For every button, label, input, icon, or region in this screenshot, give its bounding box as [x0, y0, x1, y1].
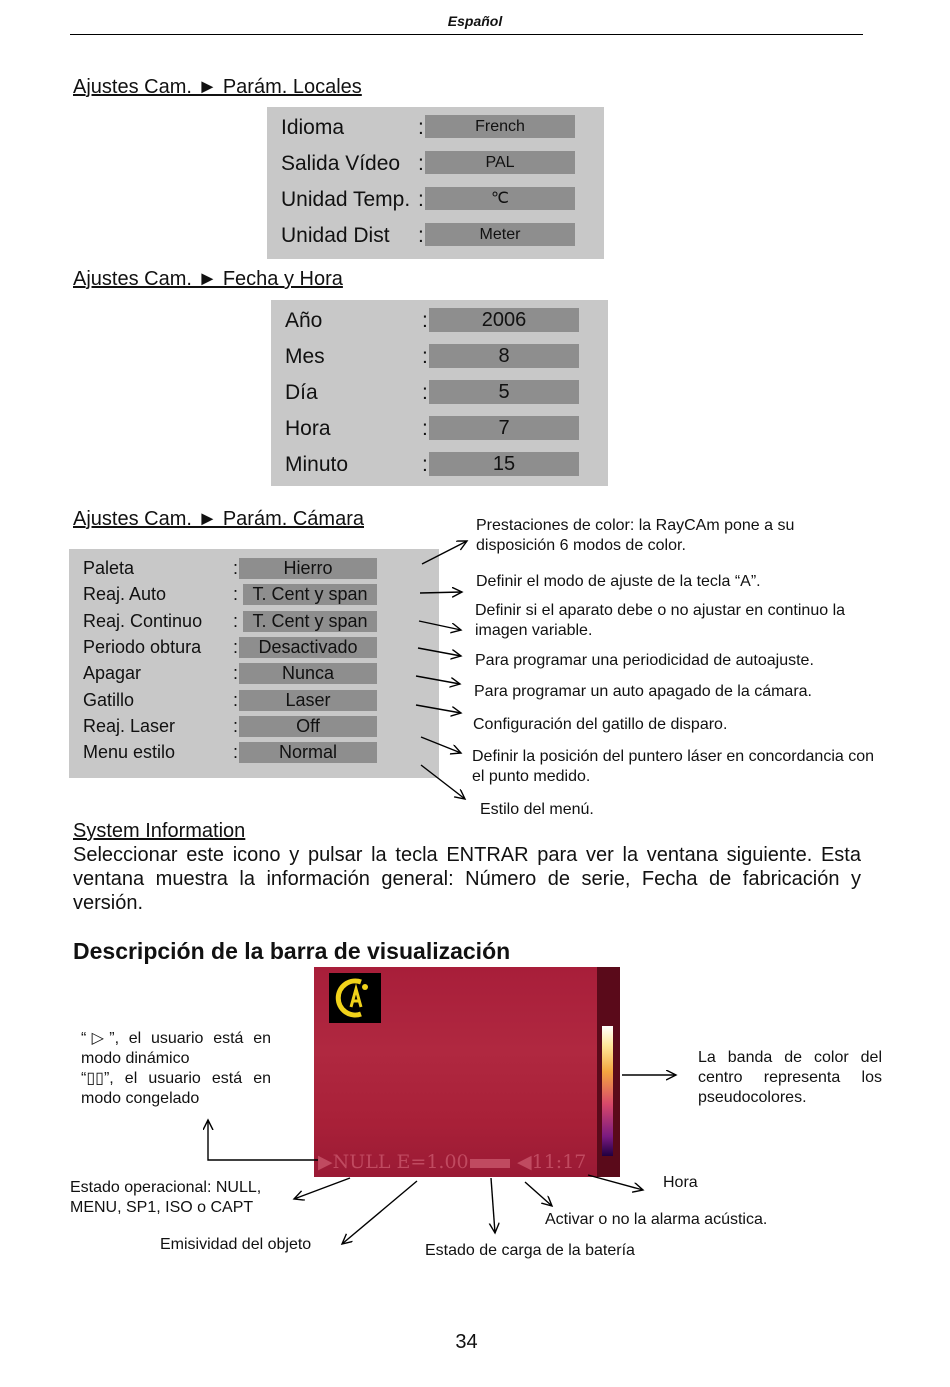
camera-label-reaj-auto: Reaj. Auto — [83, 584, 167, 604]
locale-value-idioma: French — [425, 115, 575, 138]
colon: : — [233, 584, 239, 604]
camera-label-menu-estilo: Menu estilo — [83, 742, 176, 762]
note-periodo: Para programar una periodicidad de autoajuste. — [475, 652, 814, 669]
note-reaj-auto: Definir el modo de ajuste de la tecla “A”. — [476, 573, 761, 590]
arrow-apagar — [416, 676, 460, 684]
datetime-value-day: 5 — [429, 380, 579, 404]
locale-label-temp: Unidad Temp. — [281, 188, 411, 211]
mode-frozen-caption: “▯▯”, el usuario está en modo congelado — [81, 1070, 271, 1107]
status-operational-text: ▶NULL E=1.00 — [318, 1151, 469, 1173]
camera-label-apagar: Apagar — [83, 663, 142, 683]
datetime-label-month: Mes — [285, 345, 325, 368]
colon: : — [233, 742, 239, 762]
colon: : — [233, 611, 239, 631]
camera-value-periodo: Desactivado — [239, 637, 377, 658]
note-reaj-laser: Definir la posición del puntero láser en concordancia con el punto medido. — [472, 748, 875, 785]
arrow-reaj-continuo — [419, 621, 461, 630]
datetime-value-month: 8 — [429, 344, 579, 368]
system-section-title: System Information — [73, 820, 246, 842]
arrow-reaj-auto — [420, 592, 462, 593]
colon: : — [418, 224, 424, 247]
camera-label-reaj-laser: Reaj. Laser — [83, 716, 176, 736]
system-description: Seleccionar este icono y pulsar la tecla ENTRAR para ver la ventana siguiente. Esta ventana muestra la información general: Número de serie, Fecha de fabricación y versión. — [73, 844, 861, 914]
colon: : — [422, 309, 428, 332]
arrow-menu-estilo — [421, 765, 465, 799]
locale-value-video: PAL — [425, 151, 575, 174]
colon: : — [422, 453, 428, 476]
camera-section-title: Ajustes Cam. ► Parám. Cámara — [73, 508, 364, 530]
camera-value-reaj-auto: T. Cent y span — [243, 584, 377, 605]
datetime-label-day: Día — [285, 381, 318, 404]
arrow-paleta — [422, 541, 467, 564]
camera-label-gatillo: Gatillo — [83, 690, 135, 710]
arrow-periodo — [418, 648, 461, 656]
arrow-reaj-laser — [421, 737, 461, 753]
mode-dynamic-caption: “▷”, el usuario está en modo dinámico — [81, 1030, 271, 1067]
colon: : — [418, 188, 424, 211]
datetime-value-minute: 15 — [429, 452, 579, 476]
camera-label-periodo: Periodo obtura — [83, 637, 202, 657]
camera-value-reaj-continuo: T. Cent y span — [243, 611, 377, 632]
locale-value-dist: Meter — [425, 223, 575, 246]
hour-caption: Hora — [663, 1174, 698, 1191]
colon: : — [418, 116, 424, 139]
arrow-battery — [491, 1178, 495, 1233]
datetime-label-minute: Minuto — [285, 453, 349, 476]
camera-label-paleta: Paleta — [83, 558, 135, 578]
locale-section-title: Ajustes Cam. ► Parám. Locales — [73, 76, 362, 98]
camera-value-paleta: Hierro — [239, 558, 377, 579]
locale-value-temp: ℃ — [425, 187, 575, 210]
locale-label-video: Salida Vídeo — [281, 152, 401, 175]
datetime-value-year: 2006 — [429, 308, 579, 332]
page-header-language: Español — [447, 13, 503, 29]
datetime-label-hour: Hora — [285, 417, 331, 440]
battery-caption: Estado de carga de la batería — [425, 1242, 635, 1259]
colon: : — [233, 690, 239, 710]
datetime-value-hour: 7 — [429, 416, 579, 440]
colon: : — [422, 381, 428, 404]
page-number: 34 — [455, 1331, 478, 1353]
camera-value-reaj-laser: Off — [239, 716, 377, 737]
datetime-label-year: Año — [285, 309, 323, 332]
camera-label-reaj-continuo: Reaj. Continuo — [83, 611, 203, 631]
emissivity-caption: Emisividad del objeto — [160, 1236, 312, 1253]
colon: : — [233, 716, 239, 736]
arrow-emissivity — [342, 1181, 417, 1244]
colon: : — [422, 417, 428, 440]
note-reaj-continuo: Definir si el aparato debe o no ajustar en continuo la imagen variable. — [475, 602, 846, 639]
note-paleta: Prestaciones de color: la RayCAm pone a su disposición 6 modos de color. — [476, 517, 795, 554]
arrow-gatillo — [416, 705, 461, 713]
camera-value-menu-estilo: Normal — [239, 742, 377, 763]
locale-label-dist: Unidad Dist — [281, 224, 390, 247]
display-bar-heading: Descripción de la barra de visualización — [73, 938, 511, 964]
camera-value-gatillo: Laser — [239, 690, 377, 711]
arrow-op-state — [294, 1178, 350, 1199]
datetime-section-title: Ajustes Cam. ► Fecha y Hora — [73, 268, 343, 290]
alarm-caption: Activar o no la alarma acústica. — [545, 1211, 768, 1228]
colon: : — [233, 637, 239, 657]
locale-label-idioma: Idioma — [281, 116, 345, 139]
note-menu-estilo: Estilo del menú. — [480, 801, 594, 818]
arrow-mode — [208, 1120, 318, 1160]
colon: : — [233, 663, 239, 683]
colon: : — [422, 345, 428, 368]
arrow-hour — [588, 1175, 643, 1190]
colon: : — [233, 558, 239, 578]
camera-value-apagar: Nunca — [239, 663, 377, 684]
note-apagar: Para programar un auto apagado de la cámara. — [474, 683, 812, 700]
note-gatillo: Configuración del gatillo de disparo. — [473, 716, 728, 733]
colon: : — [418, 152, 424, 175]
status-time-text: ◀11:17 — [517, 1151, 587, 1173]
op-state-caption: Estado operacional: NULL, MENU, SP1, ISO o CAPT — [70, 1179, 262, 1216]
arrow-alarm — [525, 1182, 552, 1206]
color-band-caption: La banda de color del centro representa los pseudocolores. — [698, 1049, 882, 1106]
